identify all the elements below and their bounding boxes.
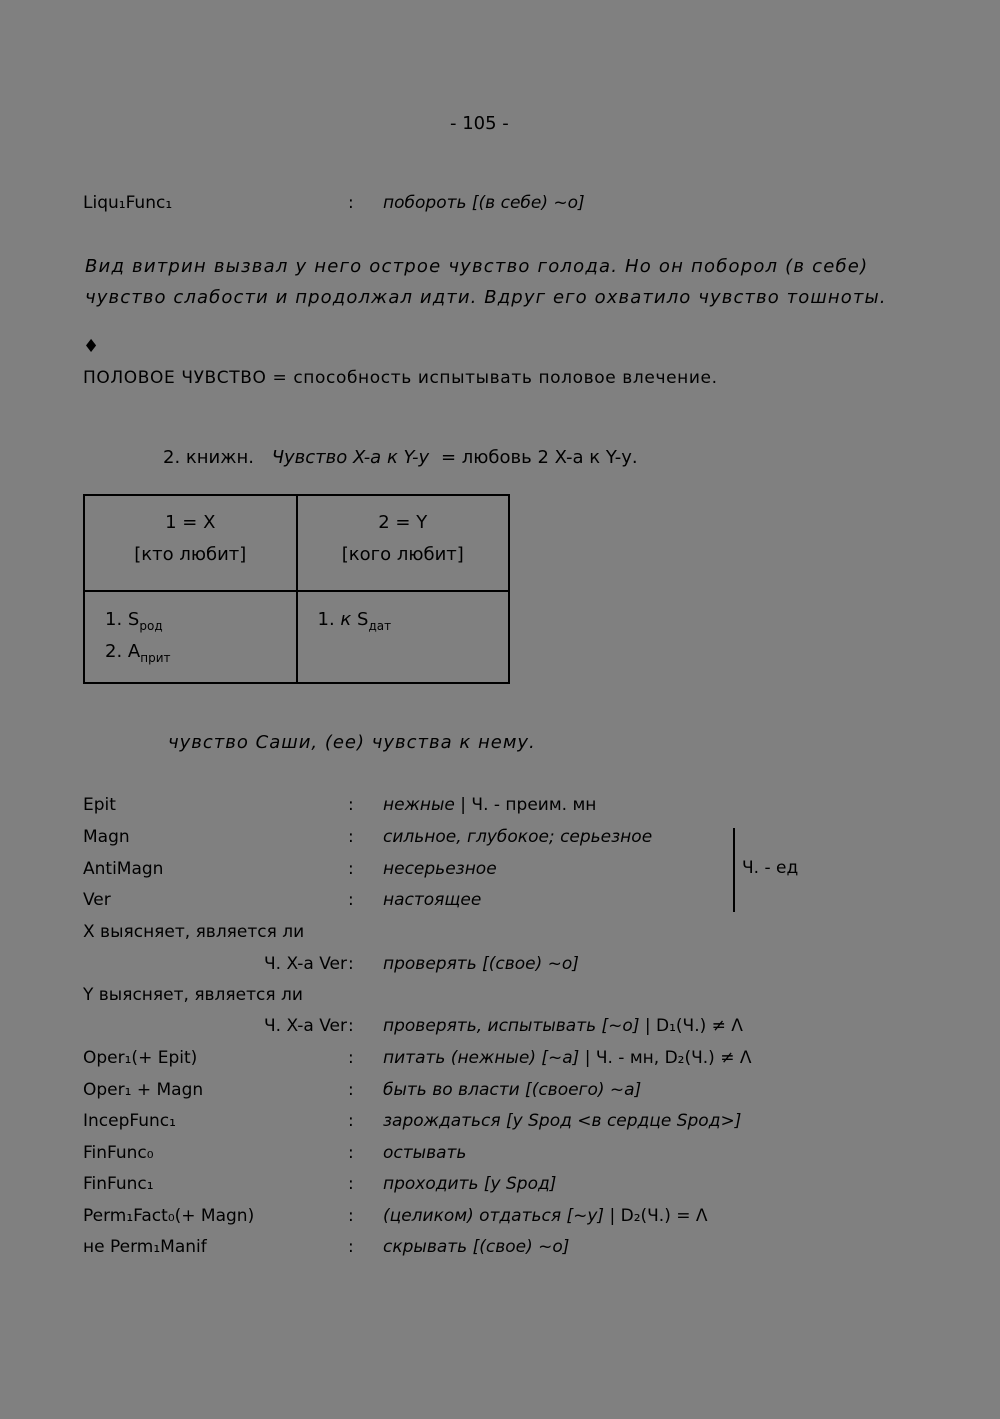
lf-row (83, 1016, 963, 1046)
lf-row (83, 1143, 963, 1173)
lf-key: Epit (83, 795, 116, 815)
gov-item (318, 604, 509, 636)
colon: : (348, 1080, 354, 1100)
page-number: - 105 - (450, 113, 509, 134)
example-line: чувство слабости и продолжал идти. Вдруг его охватило чувство тошноты. (85, 287, 887, 308)
lf-value-line (383, 1048, 752, 1068)
lf-value: проверять [(свое) ~о] (383, 954, 579, 974)
lf-key: Y выясняет, является ли (83, 985, 303, 1005)
lf-value: быть во власти [(своего) ~а] (383, 1080, 642, 1100)
lf-key: Perm₁Fact₀(+ Magn) (83, 1206, 255, 1226)
colon: : (348, 1237, 354, 1257)
lf-value: зарождаться [у Sрод <в сердце Sрод>] (383, 1111, 742, 1131)
lf-value-line (383, 1016, 743, 1036)
lf-row (83, 859, 963, 889)
colon: : (348, 1174, 354, 1194)
lf-note: | Ч. - мн, D₂(Ч.) ≠ Λ (584, 1048, 752, 1068)
gov-col-head: 2 = Y (378, 512, 428, 533)
colon: : (348, 827, 354, 847)
example-line: Вид витрин вызвал у него острое чувство голода. Но он поборол (в себе) (85, 256, 869, 277)
lf-key: Liqu₁Func₁ (83, 193, 173, 213)
lf-row (83, 1111, 963, 1141)
gov-item-base: S (357, 609, 369, 630)
lf-value-line (383, 795, 596, 815)
colon: : (348, 1048, 354, 1068)
gov-col-sub: [кто любит] (134, 544, 247, 565)
lf-row (83, 1237, 963, 1267)
gov-item-sub: дат (368, 619, 392, 633)
government-table (83, 494, 510, 684)
lf-row (83, 1048, 963, 1078)
lf-key: Oper₁ + Magn (83, 1080, 204, 1100)
gov-item-num: 2. (105, 641, 123, 662)
lf-key: Ver (83, 890, 111, 910)
gov-col-head: 1 = X (165, 512, 216, 533)
gov-item-base: S (127, 609, 140, 630)
lf-value: побороть [(в себе) ~о] (383, 193, 585, 213)
gov-item-num: 1. (317, 609, 335, 630)
lf-row (83, 954, 963, 984)
colon: : (348, 859, 354, 879)
sense-definition: = любовь 2 X-а к Y-у. (440, 447, 638, 468)
lf-note: | D₁(Ч.) ≠ Λ (644, 1016, 743, 1036)
lf-row (83, 827, 963, 857)
colon: : (348, 1111, 354, 1131)
lf-key: AntiMagn (83, 859, 164, 879)
lf-row (83, 1206, 963, 1236)
lf-key: Magn (83, 827, 130, 847)
lf-key: IncepFunc₁ (83, 1111, 176, 1131)
colon: : (348, 1143, 354, 1163)
lf-key: Ч. X-а Ver (264, 1016, 347, 1036)
colon: : (348, 890, 354, 910)
lf-row (83, 1174, 963, 1204)
gov-item (105, 604, 296, 636)
lf-value: настоящее (383, 890, 482, 910)
colon: : (348, 193, 354, 213)
colon: : (348, 1206, 354, 1226)
definition: ПОЛОВОЕ ЧУВСТВО = способность испытывать половое влечение. (83, 368, 718, 388)
gov-cell-y (297, 591, 510, 683)
gov-item (105, 636, 296, 668)
lf-value: скрывать [(свое) ~о] (383, 1237, 570, 1257)
lf-value-line (383, 1206, 708, 1226)
gov-header-x (84, 495, 297, 591)
top-entry (83, 193, 963, 223)
lf-value: нежные (383, 795, 455, 815)
bracket-note: Ч. - ед (742, 858, 799, 878)
lf-key: Oper₁(+ Epit) (83, 1048, 198, 1068)
lf-value: питать (нежные) [~а] (383, 1048, 580, 1068)
gov-header-y (297, 495, 510, 591)
lf-value: (целиком) отдаться [~у] (383, 1206, 605, 1226)
lf-value: проходить [у Sрод] (383, 1174, 557, 1194)
colon: : (348, 1016, 354, 1036)
lf-row (83, 985, 963, 1015)
diamond-icon: ♦ (83, 336, 100, 357)
sense-prefix: 2. книжн. (163, 447, 254, 468)
lf-key: FinFunc₀ (83, 1143, 154, 1163)
lf-value: остывать (383, 1143, 467, 1163)
gov-item-sub: род (139, 619, 163, 633)
lf-key: FinFunc₁ (83, 1174, 154, 1194)
lf-row (83, 795, 963, 825)
lf-key: Ч. X-а Ver (264, 954, 347, 974)
lf-row (83, 922, 963, 952)
lf-key: не Perm₁Manif (83, 1237, 207, 1257)
gov-item-sub: прит (140, 651, 171, 665)
gov-item-num: 1. (105, 609, 123, 630)
lf-value: проверять, испытывать [~о] (383, 1016, 640, 1036)
gov-cell-x (84, 591, 297, 683)
gov-col-sub: [кого любит] (341, 544, 464, 565)
lf-row (83, 1080, 963, 1110)
colon: : (348, 954, 354, 974)
lf-row (83, 890, 963, 920)
lf-key: X выясняет, является ли (83, 922, 305, 942)
lf-note: | D₂(Ч.) = Λ (609, 1206, 708, 1226)
lf-note: | Ч. - преим. мн (460, 795, 597, 815)
colon: : (348, 795, 354, 815)
gov-item-base: A (127, 641, 141, 662)
gov-item-prep: к (340, 609, 352, 630)
lf-value: сильное, глубокое; серьезное (383, 827, 653, 847)
sense-2-line (163, 447, 638, 468)
lf-value: несерьезное (383, 859, 497, 879)
sense-term: Чувство X-а к Y-у (271, 447, 430, 468)
example-line: чувство Саши, (ее) чувства к нему. (168, 732, 536, 753)
